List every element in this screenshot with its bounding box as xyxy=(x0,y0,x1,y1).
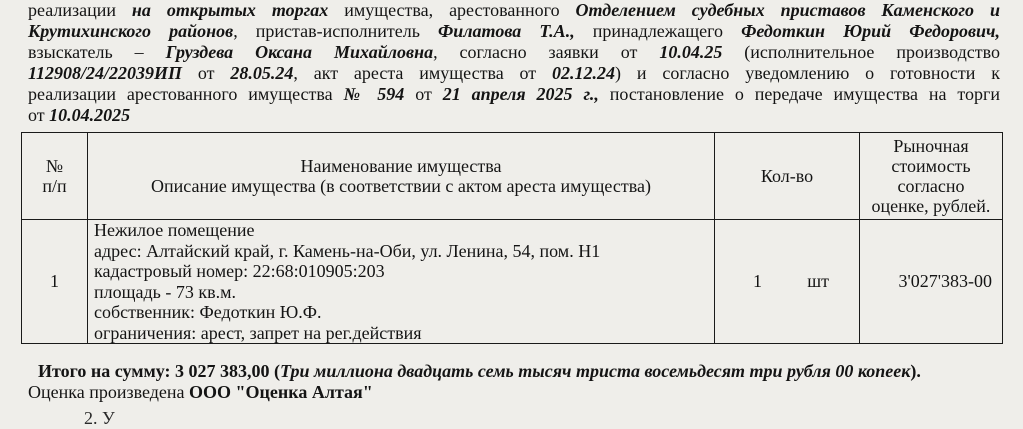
intro-line-1: реализации на открытых торгах имущества, арестованного Отделением судебных приставов Каменского и xyxy=(28,0,1000,20)
intro-line-6: от 10.04.2025 xyxy=(28,105,131,125)
intro-line-3: взыскатель – Груздева Оксана Михайловна, согласно заявки от 10.04.25 (исполнительное производство xyxy=(28,42,1000,62)
intro-paragraph xyxy=(28,0,1000,126)
intro-line-5: реализации арестованного имущества № 594 от 21 апреля 2025 г., постановление о передаче имущества на торги xyxy=(28,84,1000,104)
intro-line-2: Крутихинского районов, пристав-исполнитель Филатова Т.А., принадлежащего Федоткин Юрий Федорович, xyxy=(28,21,1000,41)
cut-off-line: 2. У xyxy=(84,408,115,428)
table-header-row xyxy=(22,133,1003,220)
header-num: № п/п xyxy=(22,133,88,220)
total-line: Итого на сумму: 3 027 383,00 (Три миллиона двадцать семь тысяч триста восемьдесят три рубля 00 копеек). xyxy=(38,361,921,381)
row-qty-unit: шт xyxy=(807,271,829,291)
evaluation-line: Оценка произведена ООО "Оценка Алтая" xyxy=(28,382,373,402)
row-price: 3'027'383-00 xyxy=(860,220,1003,344)
intro-line-4: 112908/24/22039ИП от 28.05.24, акт ареста имущества от 02.12.24) и согласно уведомлению о готовности к xyxy=(28,63,1000,83)
header-price: Рыночная стоимость согласно оценке, рублей. xyxy=(860,133,1003,220)
header-name: Наименование имущества Описание имущества (в соответствии с актом ареста имущества) xyxy=(88,133,715,220)
property-table xyxy=(21,132,1003,344)
row-description: Нежилое помещение адрес: Алтайский край, г. Камень-на-Оби, ул. Ленина, 54, пом. Н1 кадастровый номер: 22:68:010905:203 площадь - 73 кв.м. собственник: Федоткин Ю.Ф. ограничения: арест, запрет на рег.действия xyxy=(88,220,715,344)
row-qty xyxy=(715,220,860,344)
row-qty-value: 1 xyxy=(753,271,762,291)
header-qty: Кол-во xyxy=(715,133,860,220)
row-num: 1 xyxy=(22,220,88,344)
table-row xyxy=(22,220,1003,344)
